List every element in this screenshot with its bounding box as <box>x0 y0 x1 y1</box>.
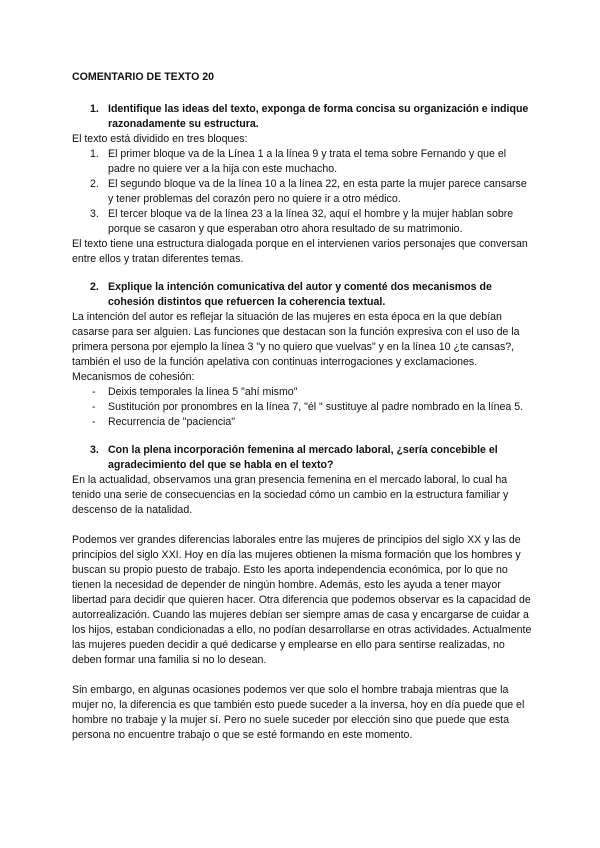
list-item <box>72 400 532 415</box>
list-item-text: El tercer bloque va de la línea 23 a la línea 32, aquí el hombre y la mujer hablan sobre porque se casaron y que esperaban otro ahora resultado de su matrimonio. <box>108 208 514 235</box>
dash-bullet: - <box>92 416 96 428</box>
question-2-number: 2. <box>90 281 99 293</box>
question-1 <box>72 102 532 132</box>
list-item <box>72 177 532 207</box>
dash-bullet: - <box>92 386 96 398</box>
question-1-text: Identifique las ideas del texto, exponga de forma concisa su organización e indique razonadamente su estructura. <box>108 103 529 130</box>
answer-2-paragraph: La intención del autor es reflejar la situación de las mujeres en esta época en la que debían casarse para ser alguien. Las funciones que destacan son la función expresiva con el uso de la primera persona por ejemplo la línea 3 "y no quiero que vuelvas" y en la línea 10 ¿te cansas?, también el uso de la función apelativa con continuas interrogaciones y exclamaciones. <box>72 311 520 368</box>
question-3-text: Con la plena incorporación femenina al mercado laboral, ¿sería concebible el agradecimiento del que se habla en el texto? <box>108 444 498 471</box>
list-item <box>72 147 532 177</box>
question-1-number: 1. <box>90 103 99 115</box>
cohesion-mechanisms-list <box>72 385 532 430</box>
list-item-text: Deixis temporales la línea 5 "ahí mismo" <box>108 386 298 398</box>
list-item <box>72 207 532 237</box>
document-page <box>72 70 532 743</box>
document-title: COMENTARIO DE TEXTO 20 <box>72 71 215 83</box>
list-item <box>72 415 532 430</box>
question-2-text: Explique la intención comunicativa del autor y comenté dos mecanismos de cohesión distintos que refuercen la coherencia textual. <box>108 281 492 308</box>
dash-bullet: - <box>92 401 96 413</box>
list-item-text: Recurrencia de "paciencia" <box>108 416 236 428</box>
answer-1-block-list <box>72 147 532 237</box>
list-item-number: 2. <box>90 178 99 190</box>
answer-1-intro: El texto está dividido en tres bloques: <box>72 133 248 145</box>
question-3-number: 3. <box>90 444 99 456</box>
list-item-number: 1. <box>90 148 99 160</box>
cohesion-mechanisms-label: Mecanismos de cohesión: <box>72 371 195 383</box>
question-2 <box>72 280 532 310</box>
list-item-text: El primer bloque va de la Línea 1 a la línea 9 y trata el tema sobre Fernando y que el padre no quiere ver a la hija con este muchacho. <box>108 148 507 175</box>
answer-3-paragraph-3: Sin embargo, en algunas ocasiones podemos ver que solo el hombre trabaja mientras que la mujer no, la diferencia es que también esto puede suceder a la inversa, hoy en día puede que el hombre no trabaje y la mujer sí. Pero no suele suceder por elección sino que puede que esta persona no encuentre trabajo o que se esté formando en este momento. <box>72 684 525 741</box>
list-item-number: 3. <box>90 208 99 220</box>
question-3 <box>72 443 532 473</box>
list-item-text: Sustitución por pronombres en la línea 7, "él " sustituye al padre nombrado en la línea 5. <box>108 401 524 413</box>
list-item-text: El segundo bloque va de la línea 10 a la línea 22, en esta parte la mujer parece cansarse y tener problemas del corazón pero no quiere ir a otro médico. <box>108 178 527 205</box>
list-item <box>72 385 532 400</box>
answer-3-paragraph-2: Podemos ver grandes diferencias laborales entre las mujeres de principios del siglo XX y las de principios del siglo XXI. Hoy en día las mujeres obtienen la misma formación que los hombres y buscan su propio puesto de trabajo. Esto les aporta independencia económica, por lo que no tienen la necesidad de depender de ningún hombre. Además, esto les ayuda a tener mayor libertad para decidir que quieren hacer. Otra diferencia que podemos observar es la capacidad de autorrealización. Cuando las mujeres debían ser siempre amas de casa y encargarse de cuidar a los hijos, estaban condicionadas a ello, no podían desarrollarse en otras actividades. Actualmente las mujeres pueden decidir a qué dedicarse y emplearse en ello para sentirse realizadas, no deben formar una familia si no lo desean. <box>72 534 532 666</box>
answer-1-conclusion: El texto tiene una estructura dialogada porque en el intervienen varios personajes que conversan entre ellos y tratan diferentes temas. <box>72 238 528 265</box>
answer-3-paragraph-1: En la actualidad, observamos una gran presencia femenina en el mercado laboral, lo cual ha tenido una serie de consecuencias en la sociedad cómo un cambio en la estructura familiar y descenso de la natalidad. <box>72 474 509 516</box>
